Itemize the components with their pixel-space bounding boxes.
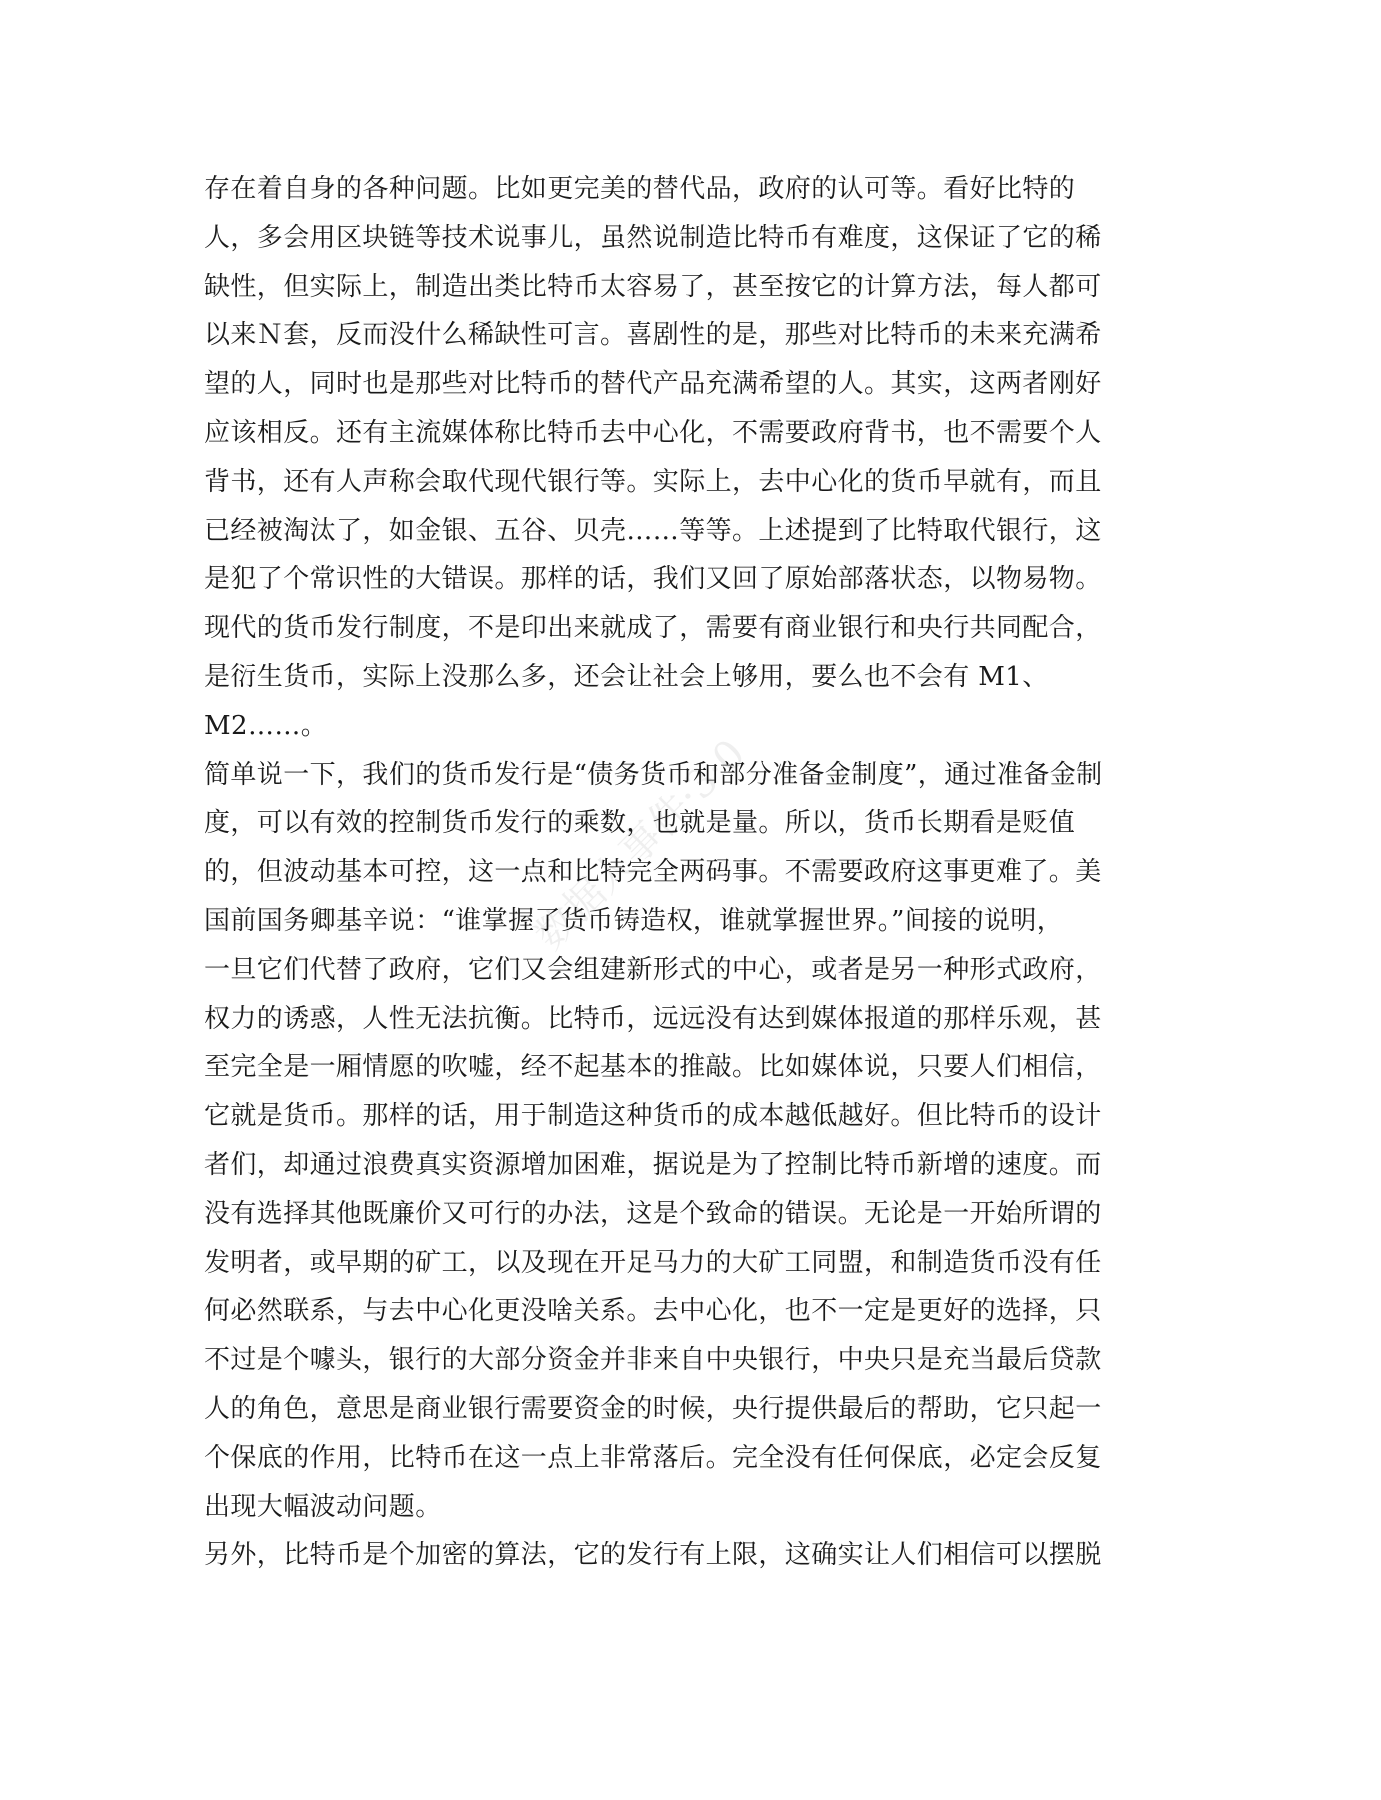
text-line: 没有选择其他既廉价又可行的办法，这是个致命的错误。无论是一开始所谓的 (204, 1198, 1102, 1229)
text-line: 至完全是一厢情愿的吹嘘，经不起基本的推敲。比如媒体说，只要人们相信， (204, 1052, 1102, 1083)
text-line: 出现大幅波动问题。 (204, 1491, 442, 1522)
text-line: 望的人，同时也是那些对比特币的替代产品充满希望的人。其实，这两者刚好 (204, 369, 1102, 400)
text-line: 何必然联系，与去中心化更没啥关系。去中心化，也不一定是更好的选择，只 (204, 1296, 1102, 1327)
text-line: 人的角色，意思是商业银行需要资金的时候，央行提供最后的帮助，它只起一 (204, 1393, 1102, 1424)
text-line: 者们，却通过浪费真实资源增加困难，据说是为了控制比特币新增的速度。而 (204, 1149, 1102, 1180)
text-line: 发明者，或早期的矿工，以及现在开足马力的大矿工同盟，和制造货币没有任 (204, 1247, 1102, 1278)
text-line: 不过是个噱头，银行的大部分资金并非来自中央银行，中央只是充当最后贷款 (204, 1345, 1102, 1376)
text-line: 背书，还有人声称会取代现代银行等。实际上，去中心化的货币早就有，而且 (204, 466, 1102, 497)
text-line: M2……。 (204, 710, 328, 741)
text-line: 权力的诱惑，人性无法抗衡。比特币，远远没有达到媒体报道的那样乐观，甚 (204, 1003, 1102, 1034)
text-line: 国前国务卿基辛说：“谁掌握了货币铸造权，谁就掌握世界。”间接的说明， (204, 905, 1064, 936)
text-line: 度，可以有效的控制货币发行的乘数，也就是量。所以，货币长期看是贬值 (204, 808, 1076, 839)
watermark: 数据人事件·3·0 (526, 730, 755, 959)
text-line: 是犯了个常识性的大错误。那样的话，我们又回了原始部落状态，以物易物。 (204, 564, 1102, 595)
text-line: 的，但波动基本可控，这一点和比特完全两码事。不需要政府这事更难了。美 (204, 857, 1102, 888)
text-line: 以来Ｎ套，反而没什么稀缺性可言。喜剧性的是，那些对比特币的未来充满希 (204, 320, 1102, 351)
text-line: 缺性，但实际上，制造出类比特币太容易了，甚至按它的计算方法，每人都可 (204, 271, 1102, 302)
text-line: 是衍生货币，实际上没那么多，还会让社会上够用，要么也不会有 M1、 (204, 661, 1049, 692)
text-line: 应该相反。还有主流媒体称比特币去中心化，不需要政府背书，也不需要个人 (204, 417, 1102, 448)
text-line: 存在着自身的各种问题。比如更完美的替代品，政府的认可等。看好比特的 (204, 174, 1076, 204)
text-line: 人，多会用区块链等技术说事儿，虽然说制造比特币有难度，这保证了它的稀 (204, 222, 1102, 253)
body-text (204, 165, 1184, 1580)
text-line: 简单说一下，我们的货币发行是“债务货币和部分准备金制度”，通过准备金制 (204, 759, 1103, 790)
text-line: 已经被淘汰了，如金银、五谷、贝壳……等等。上述提到了比特取代银行，这 (204, 515, 1102, 546)
text-line: 个保底的作用，比特币在这一点上非常落后。完全没有任何保底，必定会反复 (204, 1442, 1102, 1473)
text-line: 另外，比特币是个加密的算法，它的发行有上限，这确实让人们相信可以摆脱 (204, 1540, 1102, 1571)
text-line: 它就是货币。那样的话，用于制造这种货币的成本越低越好。但比特币的设计 (204, 1101, 1102, 1132)
text-line: 一旦它们代替了政府，它们又会组建新形式的中心，或者是另一种形式政府， (204, 954, 1102, 985)
text-line: 现代的货币发行制度，不是印出来就成了，需要有商业银行和央行共同配合， (204, 613, 1102, 644)
